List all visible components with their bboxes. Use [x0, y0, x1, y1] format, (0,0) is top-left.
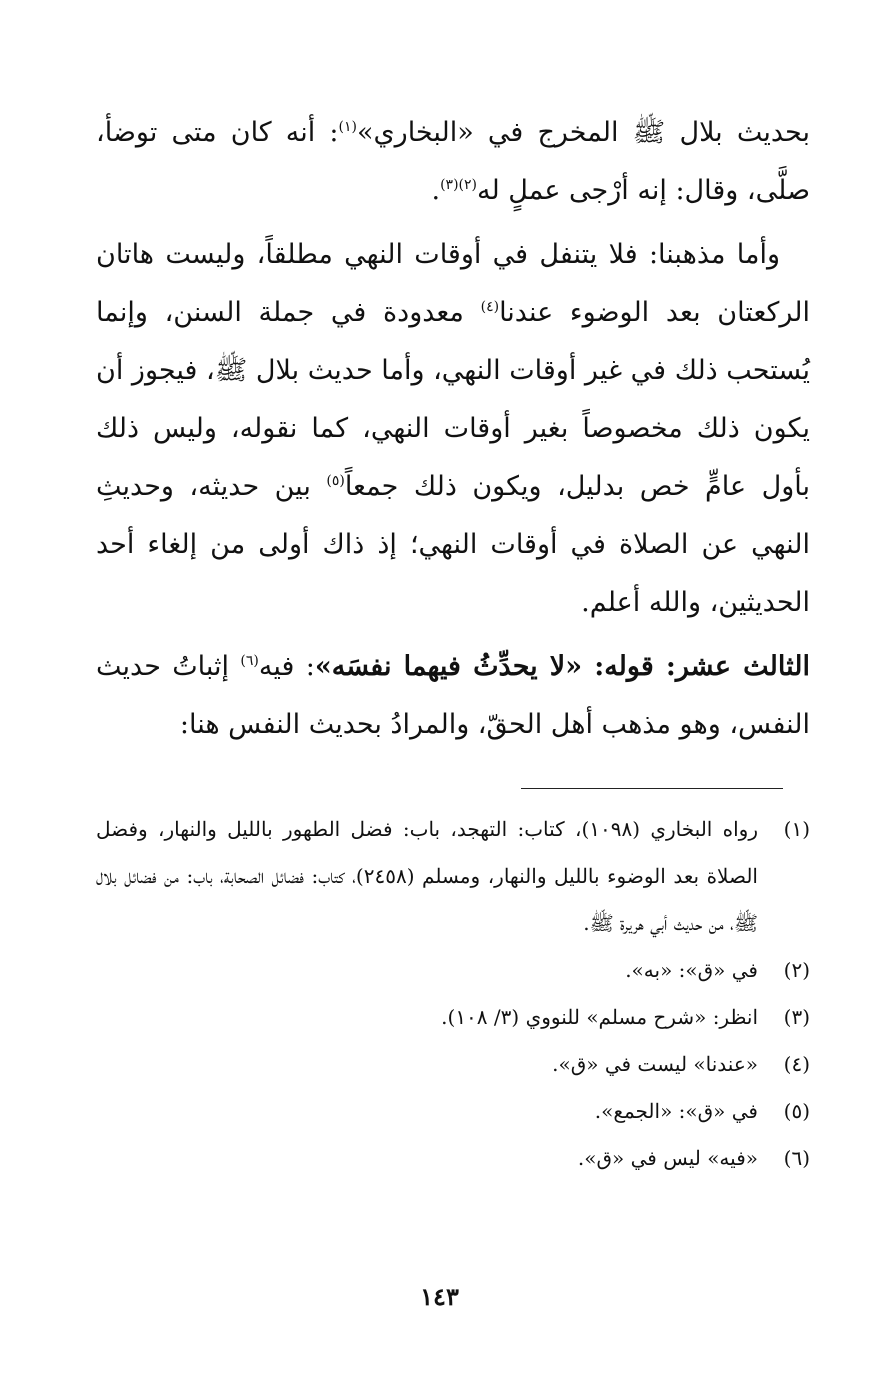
page-body [96, 104, 810, 754]
text-span: : فيه [258, 651, 315, 682]
footnote-item [96, 1088, 810, 1135]
footnote-item [96, 1041, 810, 1088]
paragraph-1 [96, 104, 810, 220]
footnote-text: في «ق»: «به». [625, 958, 758, 982]
text-span: معدودة في جملة السنن، وإنما يُستحب ذلك في غير أوقات النهي، وأما حديث بلال ﷺ، فيجوز أن يكون ذلك مخصوصاً بغير أوقات النهي، كما نقوله، وليس ذلك بأول عامٍّ خص بدليل، ويكون ذلك جمعاً [96, 297, 811, 502]
footnotes [96, 806, 810, 1182]
paragraph-3 [96, 638, 810, 754]
paragraph-2 [96, 226, 810, 632]
footnote-item [96, 806, 810, 947]
main-text [96, 104, 810, 754]
footnote-number: (٤) [783, 1052, 810, 1076]
footnote-item [96, 994, 810, 1041]
footnote-number: (٢) [783, 958, 810, 982]
section-heading: الثالث عشر: قوله: «لا يحدِّثُ فيهما نفسَه» [314, 651, 810, 682]
text-span: . [431, 175, 441, 206]
footnote-text: «فيه» ليس في «ق». [577, 1146, 758, 1170]
page-number: ١٤٣ [420, 1282, 459, 1311]
footnote-text: في «ق»: «الجمع». [594, 1099, 758, 1123]
footnote-text: انظر: «شرح مسلم» للنووي (٣/ ١٠٨). [441, 1005, 758, 1029]
text-span: : أنه كان متى توضأ، صلَّى، وقال: إنه أرْجى عملٍ له [96, 117, 810, 206]
footnote-divider [521, 788, 783, 789]
text-span: إثباتُ حديث النفس، وهو مذهب أهل الحقّ، والمرادُ بحديث النفس هنا: [96, 651, 810, 740]
text-span: وأما مذهبنا: فلا يتنفل في أوقات النهي مطلقاً، وليست هاتان الركعتان بعد الوضوء عندنا [96, 239, 810, 328]
text-span: بحديث بلال ﷺ المخرج في «البخاري» [357, 117, 810, 148]
footnote-text: رواه البخاري (١٠٩٨)، كتاب: التهجد، باب: فضل الطهور بالليل والنهار، وفضل الصلاة بعد الوضوء بالليل والنهار، ومسلم (٢٤٥٨)، كتاب: فضائل الصحابة، باب: من فضائل بلال ﷺ، من حديث أبي هريرة ﷺ. [96, 817, 758, 935]
footnote-number: (١) [783, 817, 810, 841]
footnote-number: (٥) [783, 1099, 810, 1123]
footnote-ref-5: (٥) [326, 473, 345, 489]
footnote-number: (٦) [783, 1146, 810, 1170]
footnote-ref-1: (١) [338, 119, 357, 135]
footnote-ref-6: (٦) [240, 653, 259, 669]
footnote-ref-4: (٤) [480, 299, 500, 315]
text-span: بين حديثه، وحديثِ النهي عن الصلاة في أوقات النهي؛ إذ ذاك أولى من إلغاء أحد الحديثين، والله أعلم. [96, 471, 810, 618]
footnote-item [96, 1135, 810, 1182]
footnote-ref-2-3: (٢)(٣) [440, 177, 478, 193]
footnote-item [96, 947, 810, 994]
footnote-number: (٣) [783, 1005, 810, 1029]
footnote-text: «عندنا» ليست في «ق». [552, 1052, 758, 1076]
